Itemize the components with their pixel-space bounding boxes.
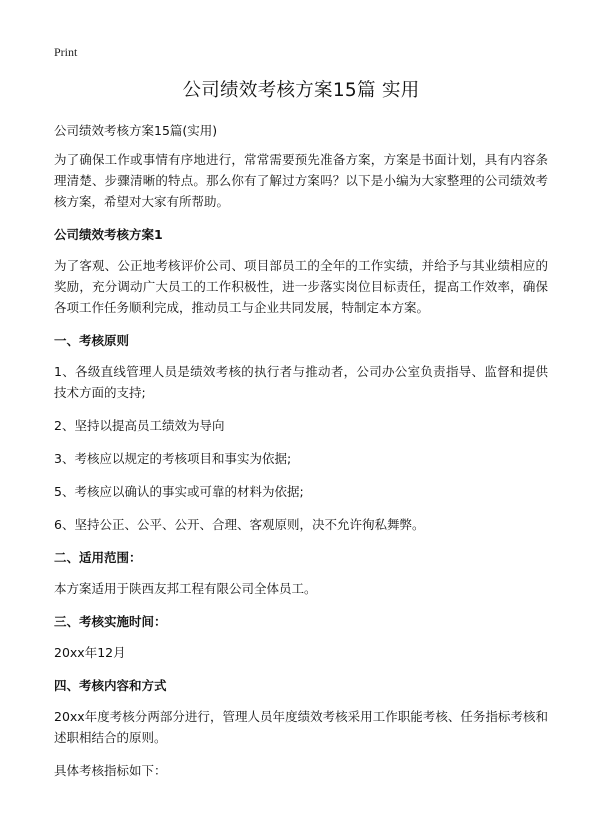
indicators-paragraph: 具体考核指标如下： [54, 763, 167, 778]
print-label: Print [54, 45, 78, 59]
heading-method: 四、考核内容和方式 [54, 678, 167, 693]
principle-item: 6、坚持公正、公平、公开、合理、客观原则，决不允许徇私舞弊。 [54, 517, 425, 532]
section-intro-paragraph: 为了客观、公正地考核评价公司、项目部员工的全年的工作实绩，并给予与其业绩相应的奖励，充分调动广大员工的工作积极性，进一步落实岗位目标责任，提高工作效率，确保各项工作任务顺利完成，推动员工与企业共同发展，特制定本方案。 [54, 258, 548, 315]
intro-paragraph: 为了确保工作或事情有序地进行，常常需要预先准备方案，方案是书面计划，具有内容条理清楚、步骤清晰的特点。那么你有了解过方案吗？以下是小编为大家整理的公司绩效考核方案，希望对大家有所帮助。 [54, 152, 548, 209]
page-title: 公司绩效考核方案15篇 实用 [182, 80, 420, 101]
document-subtitle: 公司绩效考核方案15篇(实用) [54, 123, 218, 138]
time-paragraph: 20xx年12月 [54, 645, 126, 660]
method-paragraph: 20xx年度考核分两部分进行，管理人员年度绩效考核采用工作职能考核、任务指标考核和述职相结合的原则。 [54, 709, 548, 745]
heading-time: 三、考核实施时间： [54, 614, 167, 629]
principle-item: 3、考核应以规定的考核项目和事实为依据; [54, 451, 292, 466]
principle-item: 5、考核应以确认的事实或可靠的材料为依据; [54, 484, 304, 499]
scope-paragraph: 本方案适用于陕西友邦工程有限公司全体员工。 [54, 581, 317, 596]
heading-principles: 一、考核原则 [54, 333, 130, 348]
section-heading: 公司绩效考核方案1 [54, 227, 163, 242]
principle-item: 2、坚持以提高员工绩效为导向 [54, 418, 225, 433]
principle-item: 1、各级直线管理人员是绩效考核的执行者与推动者，公司办公室负责指导、监督和提供技术方面的支持; [54, 364, 548, 400]
heading-scope: 二、适用范围： [54, 550, 142, 565]
